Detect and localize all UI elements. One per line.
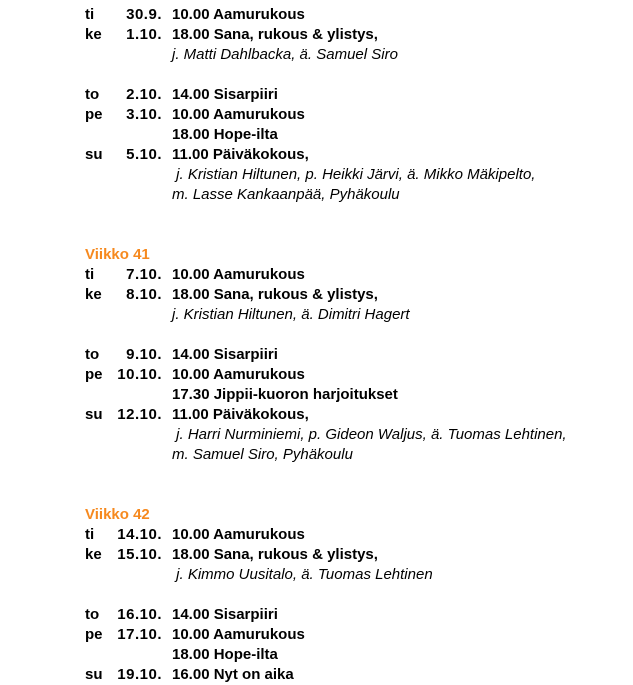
event-cell: 17.30 Jippii-kuoron harjoitukset — [172, 386, 398, 403]
day-cell: su — [85, 406, 103, 423]
participants-row: j. Matti Dahlbacka, ä. Samuel Siro — [172, 46, 398, 63]
event-cell: 14.00 Sisarpiiri — [172, 606, 278, 623]
day-cell: to — [85, 86, 100, 103]
date-cell: 3.10. — [126, 106, 162, 123]
event-cell: 14.00 Sisarpiiri — [172, 346, 278, 363]
schedule-row — [0, 145, 633, 165]
day-cell — [0, 385, 106, 405]
schedule-row — [0, 125, 633, 145]
week-header: Viikko 42 — [85, 506, 150, 523]
date-cell: 7.10. — [126, 266, 162, 283]
event-cell: 11.00 Päiväkokous, — [172, 146, 309, 163]
day-cell: su — [85, 146, 103, 163]
date-cell: 2.10. — [126, 86, 162, 103]
schedule-row — [0, 665, 633, 685]
day-cell: to — [85, 346, 100, 363]
day-cell — [0, 125, 106, 145]
participants-row: m. Lasse Kankaanpää, Pyhäkoulu — [172, 186, 400, 203]
day-cell: to — [85, 606, 100, 623]
date-cell: 8.10. — [126, 286, 162, 303]
blank-line — [0, 585, 633, 605]
schedule-row — [0, 605, 633, 625]
blank-line — [0, 225, 633, 245]
schedule-row — [0, 85, 633, 105]
schedule-row — [0, 405, 633, 425]
event-cell: 18.00 Sana, rukous & ylistys, — [172, 26, 378, 43]
event-cell: 10.00 Aamurukous — [172, 626, 305, 643]
blank-line — [0, 65, 633, 85]
date-cell: 10.10. — [117, 366, 162, 383]
blank-line — [0, 325, 633, 345]
participants-row: j. Kristian Hiltunen, ä. Dimitri Hagert — [172, 306, 410, 323]
date-cell: 1.10. — [126, 26, 162, 43]
schedule-row — [0, 5, 633, 25]
event-cell: 18.00 Sana, rukous & ylistys, — [172, 546, 378, 563]
blank-line — [0, 465, 633, 485]
date-cell: 16.10. — [117, 606, 162, 623]
day-cell: pe — [85, 626, 103, 643]
date-cell: 19.10. — [117, 666, 162, 683]
day-cell — [0, 645, 106, 665]
date-cell: 5.10. — [126, 146, 162, 163]
schedule-row — [0, 625, 633, 645]
schedule-row — [0, 285, 633, 305]
event-cell: 10.00 Aamurukous — [172, 266, 305, 283]
schedule-row — [0, 545, 633, 565]
day-cell: ke — [85, 286, 102, 303]
week-header: Viikko 41 — [85, 246, 150, 263]
event-cell: 11.00 Päiväkokous, — [172, 406, 309, 423]
blank-line — [0, 485, 633, 505]
participants-row: m. Samuel Siro, Pyhäkoulu — [172, 446, 353, 463]
schedule-row — [0, 385, 633, 405]
event-cell: 16.00 Nyt on aika — [172, 666, 294, 683]
event-cell: 18.00 Sana, rukous & ylistys, — [172, 286, 378, 303]
day-cell: pe — [85, 366, 103, 383]
schedule-row — [0, 265, 633, 285]
date-cell: 14.10. — [117, 526, 162, 543]
day-cell: ti — [85, 6, 95, 23]
schedule-row — [0, 105, 633, 125]
date-cell: 30.9. — [126, 6, 162, 23]
date-cell — [106, 645, 162, 665]
date-cell: 12.10. — [117, 406, 162, 423]
weekly-schedule — [0, 5, 633, 685]
date-cell — [106, 385, 162, 405]
event-cell: 14.00 Sisarpiiri — [172, 86, 278, 103]
date-cell: 17.10. — [117, 626, 162, 643]
event-cell: 18.00 Hope-ilta — [172, 646, 278, 663]
schedule-row — [0, 25, 633, 45]
day-cell: ke — [85, 546, 102, 563]
schedule-row — [0, 345, 633, 365]
event-cell: 10.00 Aamurukous — [172, 6, 305, 23]
date-cell: 9.10. — [126, 346, 162, 363]
participants-row: j. Kimmo Uusitalo, ä. Tuomas Lehtinen — [172, 566, 433, 583]
date-cell — [106, 125, 162, 145]
day-cell: pe — [85, 106, 103, 123]
event-cell: 10.00 Aamurukous — [172, 526, 305, 543]
event-cell: 18.00 Hope-ilta — [172, 126, 278, 143]
day-cell: ti — [85, 526, 95, 543]
day-cell: ti — [85, 266, 95, 283]
schedule-row — [0, 645, 633, 665]
blank-line — [0, 205, 633, 225]
schedule-row — [0, 365, 633, 385]
event-cell: 10.00 Aamurukous — [172, 106, 305, 123]
event-cell: 10.00 Aamurukous — [172, 366, 305, 383]
participants-row: j. Kristian Hiltunen, p. Heikki Järvi, ä. Mikko Mäkipelto, — [172, 166, 536, 183]
participants-row: j. Harri Nurminiemi, p. Gideon Waljus, ä. Tuomas Lehtinen, — [172, 426, 567, 443]
day-cell: su — [85, 666, 103, 683]
day-cell: ke — [85, 26, 102, 43]
schedule-row — [0, 525, 633, 545]
date-cell: 15.10. — [117, 546, 162, 563]
